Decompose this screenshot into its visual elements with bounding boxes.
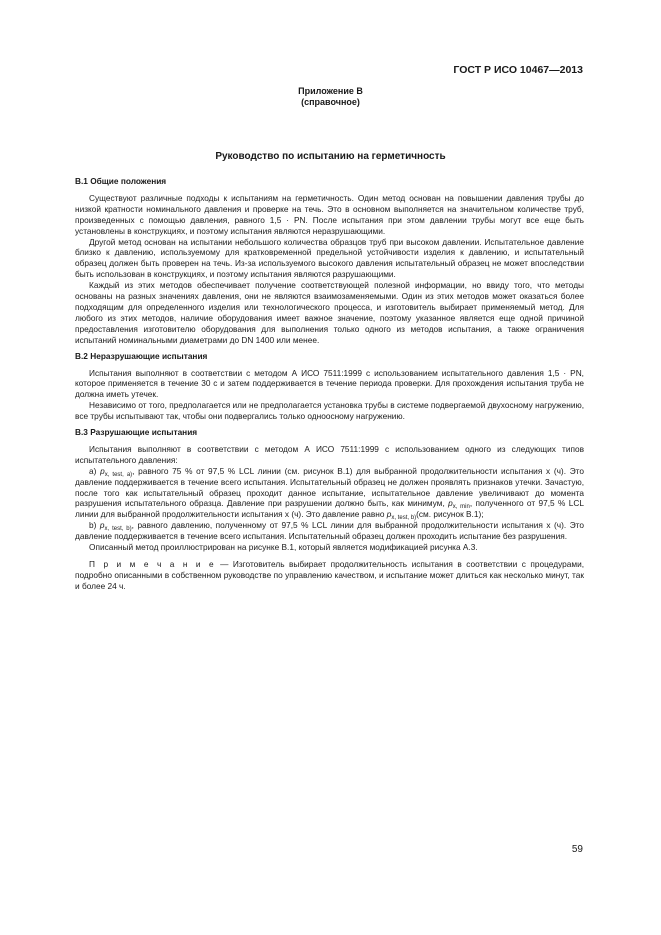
paragraph: Испытания выполняют в соответствии с методом А ИСО 7511:1999 с использованием испытательного давления 1,5 · PN, которое применяется в течение 30 с и затем поддерживается в течение периода проверки. Для прохождения испытания труба не должна иметь утечек. bbox=[75, 367, 584, 400]
standard-code: ГОСТ Р ИСО 10467—2013 bbox=[453, 64, 583, 76]
paragraph: Каждый из этих методов обеспечивает получение соответствующей полезной информации, но ввиду того, что методы основаны на разных значениях давления, они не являются взаимозаменяемыми. Один из этих методов может оказаться более подходящим для определенного изделия или технологического процесса, и изготовитель выбирает применяемый метод. Для любого из этих методов, наличие оборудования имеет важное значение, поэтому указанное является еще одной причиной предоставления изготовителю оборудования для выполнения только одного из методов испытания, а также ограничения испытаний номинальными диаметрами до DN 1400 или менее. bbox=[75, 280, 584, 345]
section-heading-2: В.2 Неразрушающие испытания bbox=[75, 350, 208, 361]
paragraph: Другой метод основан на испытании небольшого количества образцов труб при высоком давлении. Испытательное давление близко к давлению, используемому для кратковременной предельной устойчивости изделия к давлению, и испытательный образец должен быть проверен на течь. Из-за используемого высокого давления испытательный образец не может впоследствии быть использован в конструкциях, и поэтому испытания являются разрушающими. bbox=[75, 236, 584, 280]
note-label: П р и м е ч а н и е bbox=[89, 559, 216, 569]
annex-heading bbox=[0, 86, 661, 108]
section-heading-1: В.1 Общие положения bbox=[75, 176, 167, 186]
note-text: — Изготовитель выбирает продолжительность испытания в соответствии с процедурами, подробно описанными в собственном руководстве по управлению качеством, и испытание может длиться как несколько минут, так и более 24 ч. bbox=[75, 559, 585, 591]
annex-subtitle: (справочное) bbox=[301, 97, 360, 107]
paragraph: Испытания выполняют в соответствии с методом А ИСО 7511:1999 с использованием одного из следующих типов испытательного давления: bbox=[75, 443, 584, 465]
list-item-a: а) $p_{x, test, a)}$, равного 75 % от 97,5 % LCL линии (см. рисунок В.1) для выбранной продолжительности испытания x (ч). Это давление поддерживается в течение всего испытания. Испытательный образец не должен проявлять признаков утечки. Зачастую, после того как испытательный образец проходит данное испытание, испытательное давление увеличивают до момента разрушения испытательного образца. Давление при разрушении должно быть, как минимум, $p_{x, min}$, полученного от 97,5 % LCL линии для выбранной продолжительности испытания x (ч). Это давление равно $p_{x, test, b)}(см$. рисунок В.1); bbox=[75, 465, 584, 522]
note bbox=[75, 559, 584, 592]
document-body bbox=[75, 176, 584, 600]
document-title: Руководство по испытанию на герметичность bbox=[215, 151, 446, 162]
page-number: 59 bbox=[571, 844, 583, 855]
list-item-b: b) $p_{x, test, b)}$, равного давлению, полученному от 97,5 % LCL линии для выбранной продолжительности испытания x (ч). Это давление поддерживается в течение всего испытания. Испытательный образец должен проходить испытание без разрушения. bbox=[75, 520, 584, 542]
paragraph: Существуют различные подходы к испытаниям на герметичность. Один метод основан на повышении давления трубы до низкой кратности номинального давления и проверке на течь. Это в основном выполняется на значительном количестве труб, произведенных с помощью давления, равного 1,5 · PN. После испытания при этом давлении трубы могут все еще быть установлены в конструкциях, и поэтому испытания являются неразрушающими. bbox=[75, 192, 584, 236]
annex-title: Приложение В bbox=[298, 86, 363, 96]
paragraph: Описанный метод проиллюстрирован на рисунке В.1, который является модификацией рисунка А.3. bbox=[89, 542, 478, 553]
paragraph: Независимо от того, предполагается или не предполагается установка трубы в системе подвергаемой двухосному нагружению, все трубы испытывают так, чтобы они подвергались только одноосному нагружению. bbox=[75, 400, 584, 422]
section-heading-3: В.3 Разрушающие испытания bbox=[75, 427, 198, 438]
